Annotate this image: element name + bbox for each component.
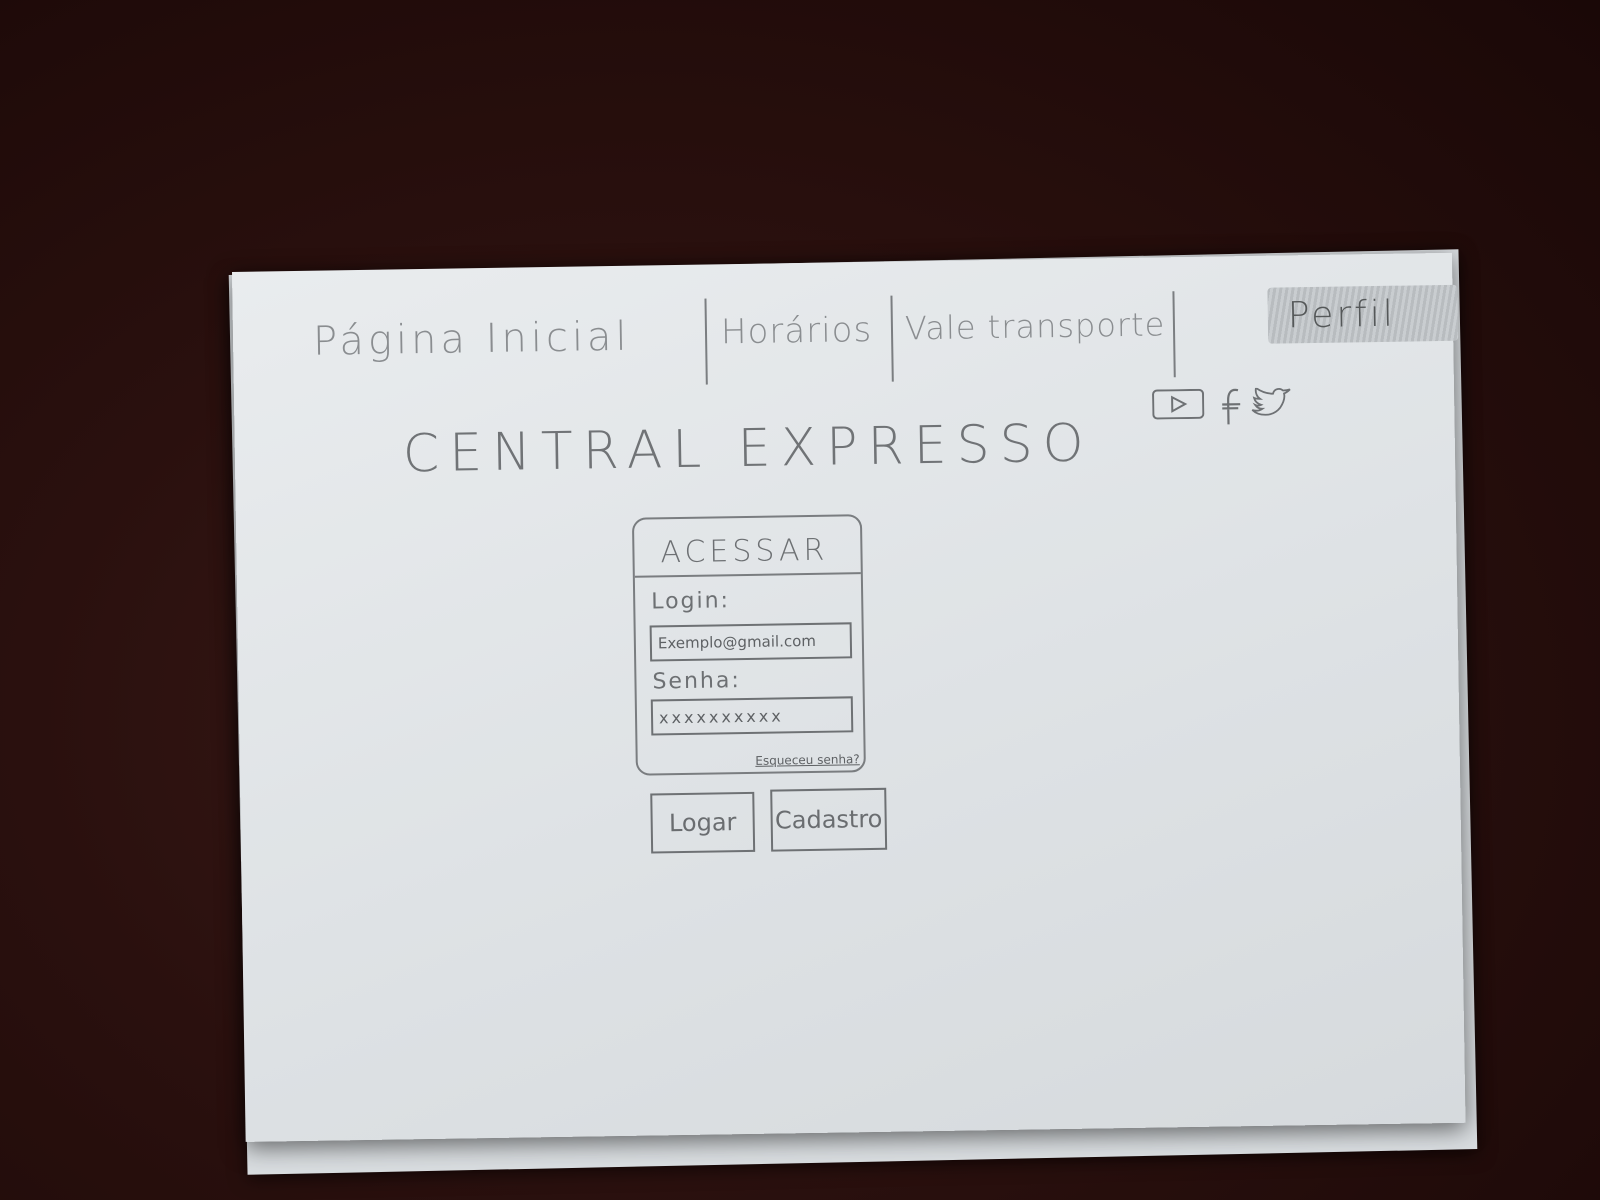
facebook-icon[interactable] (1218, 386, 1247, 430)
wireframe-sheet (232, 253, 1466, 1142)
nav-separator (704, 299, 707, 385)
senha-input[interactable] (651, 696, 854, 735)
login-input[interactable] (650, 622, 853, 661)
nav-item-horarios[interactable]: Horários (720, 309, 873, 353)
nav-separator (1172, 291, 1175, 377)
youtube-icon[interactable] (1152, 389, 1205, 424)
social-links (1152, 390, 1153, 430)
forgot-password-link[interactable]: Esqueceu senha? (755, 752, 860, 768)
login-title: ACESSAR (660, 532, 829, 571)
senha-label: Senha: (652, 668, 741, 695)
nav-item-pagina-inicial[interactable]: Página Inicial (312, 313, 631, 365)
nav-item-perfil[interactable]: Perfil (1287, 293, 1397, 337)
twitter-icon[interactable] (1248, 387, 1295, 426)
brand-title: CENTRAL EXPRESSO (402, 413, 1094, 485)
cadastro-button[interactable]: Cadastro (770, 788, 887, 852)
nav-item-vale-transporte[interactable]: Vale transporte (904, 305, 1166, 348)
top-navigation (312, 284, 1397, 381)
nav-separator (890, 296, 893, 382)
logar-button[interactable]: Logar (650, 792, 755, 854)
login-panel (632, 514, 866, 776)
login-divider (635, 572, 861, 578)
login-label: Login: (651, 588, 731, 615)
